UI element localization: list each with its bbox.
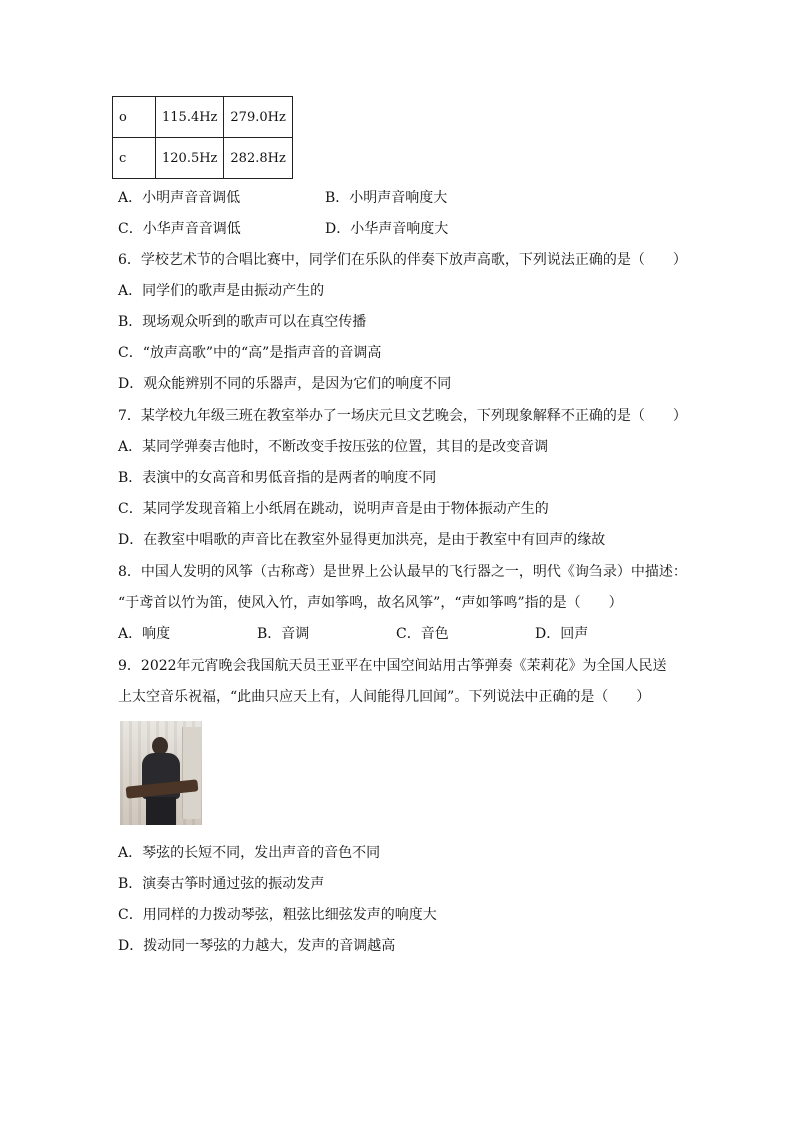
- q6-stem: 6．学校艺术节的合唱比赛中，同学们在乐队的伴奏下放声高歌，下列说法正确的是（ ）: [118, 252, 687, 268]
- q8-option-a: A．响度: [118, 626, 171, 642]
- q5-option-d: D．小华声音响度大: [325, 221, 449, 237]
- table-row: [113, 97, 293, 138]
- table-cell: 115.4Hz: [156, 97, 224, 138]
- q7-option-c: C．某同学发现音箱上小纸屑在跳动，说明声音是由于物体振动产生的: [118, 501, 549, 517]
- table-cell: 279.0Hz: [224, 97, 292, 138]
- q5-option-b: B．小明声音响度大: [325, 190, 448, 206]
- guzheng-player-photo: [120, 721, 202, 825]
- q7-option-b: B．表演中的女高音和男低音指的是两者的响度不同: [118, 470, 437, 486]
- q9-option-a: A．琴弦的长短不同，发出声音的音色不同: [118, 845, 381, 861]
- table-cell: o: [113, 97, 156, 138]
- q9-stem-line1: 9．2022年元宵晚会我国航天员王亚平在中国空间站用古筝弹奏《茉莉花》为全国人民送: [118, 658, 667, 674]
- table-cell: 282.8Hz: [224, 138, 292, 179]
- q8-option-d: D．回声: [535, 626, 589, 642]
- q9-stem-line2: 上太空音乐祝福，“此曲只应天上有，人间能得几回闻”。下列说法中正确的是（ ）: [118, 689, 651, 705]
- q6-option-d: D．观众能辨别不同的乐器声，是因为它们的响度不同: [118, 376, 452, 392]
- q7-option-d: D．在教室中唱歌的声音比在教室外显得更加洪亮，是由于教室中有回声的缘故: [118, 532, 606, 548]
- q9-option-d: D．拨动同一琴弦的力越大，发声的音调越高: [118, 938, 396, 954]
- q6-option-c: C．“放声高歌”中的“高”是指声音的音调高: [118, 345, 382, 361]
- q9-option-b: B．演奏古筝时通过弦的振动发声: [118, 876, 325, 892]
- table-row: [113, 138, 293, 179]
- q8-stem-line1: 8．中国人发明的风筝（古称鸢）是世界上公认最早的飞行器之一，明代《询刍录）中描述：: [118, 564, 687, 580]
- q7-option-a: A．某同学弹奏吉他时，不断改变手按压弦的位置，其目的是改变音调: [118, 439, 549, 455]
- frequency-table: [112, 96, 293, 179]
- q5-option-a: A．小明声音音调低: [118, 190, 241, 206]
- table-cell: 120.5Hz: [156, 138, 224, 179]
- q8-option-c: C．音色: [396, 626, 449, 642]
- q5-option-c: C．小华声音音调低: [118, 221, 241, 237]
- q6-option-b: B．现场观众听到的歌声可以在真空传播: [118, 314, 367, 330]
- q8-option-b: B．音调: [257, 626, 310, 642]
- q6-option-a: A．同学们的歌声是由振动产生的: [118, 283, 325, 299]
- table-cell: c: [113, 138, 156, 179]
- q9-option-c: C．用同样的力拨动琴弦，粗弦比细弦发声的响度大: [118, 907, 437, 923]
- q7-stem: 7．某学校九年级三班在教室举办了一场庆元旦文艺晚会，下列现象解释不正确的是（ ）: [118, 408, 687, 424]
- q8-stem-line2: “于鸢首以竹为笛，使风入竹，声如筝鸣，故名风筝”，“声如筝鸣”指的是（ ）: [118, 595, 623, 611]
